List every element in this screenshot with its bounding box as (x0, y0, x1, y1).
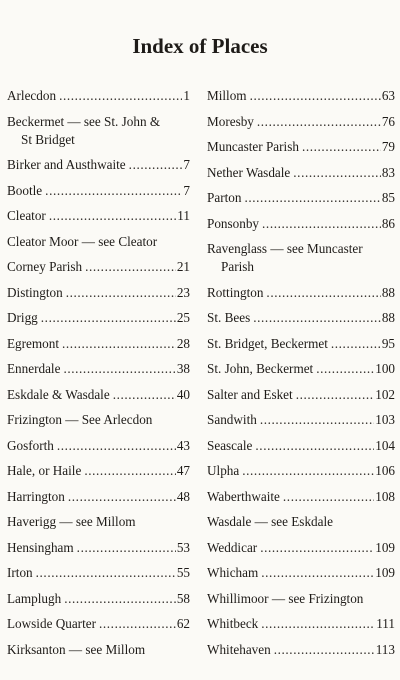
leader-dots (64, 590, 176, 608)
index-entry (207, 386, 395, 404)
page-title: Index of Places (132, 34, 268, 58)
entry-page-number: 106 (375, 463, 395, 478)
index-column-left (7, 87, 190, 666)
entry-name: Egremont (7, 335, 60, 351)
leader-dots (77, 539, 176, 557)
index-entry (7, 590, 190, 608)
index-entry (207, 113, 395, 131)
leader-dots (250, 87, 381, 105)
index-entry (7, 615, 190, 633)
entry-name: Lowside Quarter (7, 616, 96, 631)
entry-name: Hensingham (7, 539, 74, 555)
leader-dots (260, 411, 374, 429)
entry-name: Moresby (207, 113, 254, 129)
entry-name: Weddicar (207, 539, 258, 555)
leader-dots (331, 335, 381, 353)
entry-name: Millom (207, 88, 247, 103)
entry-page-number: 83 (381, 164, 395, 180)
entry-page-number: 40 (176, 386, 190, 402)
entry-name: Ulpha (207, 463, 240, 478)
entry-page-number: 58 (176, 590, 190, 606)
index-entry (207, 215, 395, 233)
leader-dots (59, 87, 182, 105)
entry-name: Irton (7, 565, 33, 580)
index-entry (207, 564, 395, 582)
entry-name: Birker and Austhwaite (7, 157, 126, 172)
index-entry (207, 309, 395, 327)
entry-name: Waberthwaite (207, 488, 280, 504)
entry-name: Salter and Esket (207, 386, 293, 402)
entry-page-number: 79 (381, 139, 395, 154)
index-entry (207, 462, 395, 480)
index-entry (207, 488, 395, 506)
leader-dots (253, 309, 381, 327)
index-entry (207, 138, 395, 156)
entry-page-number: 53 (176, 539, 190, 555)
index-entry (7, 335, 190, 353)
leader-dots (296, 386, 375, 404)
entry-name: Eskdale & Wasdale (7, 386, 110, 402)
entry-name: Drigg (7, 310, 38, 325)
leader-dots (129, 156, 183, 174)
entry-continuation: St Bridget (21, 131, 75, 147)
index-entry (7, 488, 190, 506)
leader-dots (283, 488, 374, 506)
index-entry (207, 539, 395, 557)
entry-name: Bootle (7, 182, 43, 198)
entry-page-number: 111 (376, 616, 395, 631)
leader-dots (63, 360, 175, 378)
entry-page-number: 85 (381, 190, 395, 205)
leader-dots (261, 615, 375, 633)
entry-name: Rottington (207, 284, 264, 300)
entry-page-number: 55 (176, 565, 190, 580)
leader-dots (293, 164, 381, 182)
entry-page-number: 48 (176, 488, 190, 504)
index-entry (207, 615, 395, 633)
entry-page-number: 113 (375, 641, 395, 657)
index-entry (7, 437, 190, 455)
entry-name: Haverigg — see Millom (7, 514, 136, 529)
entry-name: Corney Parish (7, 259, 83, 274)
entry-page-number: 47 (176, 463, 190, 478)
entry-page-number: 76 (381, 113, 395, 129)
index-entry (207, 641, 395, 659)
entry-page-number: 104 (375, 437, 395, 453)
entry-page-number: 95 (381, 335, 395, 351)
entry-page-number: 38 (176, 361, 190, 376)
entry-name: St. Bees (207, 310, 251, 325)
index-entry (7, 539, 190, 557)
index-entry (7, 513, 190, 531)
entry-page-number: 7 (183, 157, 190, 172)
entry-name: Seascale (207, 437, 253, 453)
entry-name: Ponsonby (207, 215, 260, 231)
entry-page-number: 28 (176, 335, 190, 351)
entry-page-number: 23 (176, 284, 190, 300)
index-column-right (207, 87, 395, 666)
leader-dots (66, 284, 176, 302)
leader-dots (36, 564, 176, 582)
index-entry (7, 113, 190, 149)
index-entry (7, 360, 190, 378)
entry-name: Sandwith (207, 412, 257, 427)
entry-page-number: 21 (176, 259, 190, 274)
index-entry (207, 240, 395, 276)
entry-page-number: 7 (183, 182, 190, 198)
entry-name: St. Bridget, Beckermet (207, 335, 328, 351)
entry-name: Ravenglass — see Muncaster (207, 241, 363, 256)
entry-page-number: 108 (375, 488, 395, 504)
entry-name: Lamplugh (7, 590, 62, 606)
index-entry (207, 87, 395, 105)
entry-name: Muncaster Parish (207, 139, 299, 154)
leader-dots (41, 309, 176, 327)
index-entry (207, 411, 395, 429)
leader-dots (255, 437, 374, 455)
leader-dots (62, 335, 176, 353)
entry-page-number: 102 (375, 386, 395, 402)
leader-dots (302, 138, 381, 156)
entry-page-number: 109 (375, 565, 395, 580)
leader-dots (49, 207, 176, 225)
entry-name: Gosforth (7, 437, 54, 453)
entry-name: Ennerdale (7, 361, 61, 376)
index-entry (7, 87, 190, 105)
entry-page-number: 109 (375, 539, 395, 555)
leader-dots (260, 539, 374, 557)
index-entry (207, 437, 395, 455)
leader-dots (316, 360, 374, 378)
entry-name: Wasdale — see Eskdale (207, 514, 334, 529)
leader-dots (257, 113, 381, 131)
index-entry (207, 164, 395, 182)
entry-page-number: 62 (176, 616, 190, 631)
index-entry (7, 411, 190, 429)
entry-name: Harrington (7, 488, 65, 504)
index-entry (7, 156, 190, 174)
index-entry (7, 207, 190, 225)
entry-name: Kirksanton — see Millom (7, 641, 146, 657)
index-entry (7, 233, 190, 251)
index-entry (207, 335, 395, 353)
entry-page-number: 11 (177, 208, 190, 223)
index-entry (7, 284, 190, 302)
leader-dots (99, 615, 176, 633)
entry-name: Frizington — See Arlecdon (7, 412, 153, 427)
index-entry (7, 641, 190, 659)
entry-page-number: 86 (381, 215, 395, 231)
index-entry (207, 360, 395, 378)
entry-name: Arlecdon (7, 88, 57, 103)
entry-continuation: Parish (221, 259, 254, 274)
entry-page-number: 88 (381, 310, 395, 325)
leader-dots (261, 564, 374, 582)
entry-name: Cleator Moor — see Cleator (7, 233, 158, 249)
entry-name: Nether Wasdale (207, 164, 291, 180)
leader-dots (68, 488, 176, 506)
entry-name: Whitbeck (207, 616, 259, 631)
index-entry (207, 513, 395, 531)
leader-dots (262, 215, 381, 233)
entry-name: Whitehaven (207, 641, 271, 657)
index-entry (207, 590, 395, 608)
index-entry (7, 462, 190, 480)
entry-page-number: 88 (381, 284, 395, 300)
leader-dots (266, 284, 380, 302)
leader-dots (45, 182, 182, 200)
entry-page-number: 103 (375, 412, 395, 427)
entry-name: Cleator (7, 208, 46, 223)
entry-name: Whicham (207, 565, 259, 580)
entry-page-number: 100 (375, 361, 395, 376)
entry-page-number: 1 (183, 88, 190, 103)
leader-dots (242, 462, 374, 480)
entry-page-number: 25 (176, 310, 190, 325)
index-entry (207, 189, 395, 207)
index-entry (7, 182, 190, 200)
leader-dots (57, 437, 176, 455)
index-entry (7, 386, 190, 404)
leader-dots (84, 462, 175, 480)
entry-name: Hale, or Haile (7, 463, 82, 478)
index-entry (7, 258, 190, 276)
entry-page-number: 43 (176, 437, 190, 453)
index-entry (7, 564, 190, 582)
index-entry (207, 284, 395, 302)
leader-dots (85, 258, 176, 276)
leader-dots (244, 189, 380, 207)
index-entry (7, 309, 190, 327)
entry-page-number: 63 (381, 88, 395, 103)
entry-name: Whillimoor — see Frizington (207, 590, 364, 606)
entry-name: St. John, Beckermet (207, 361, 314, 376)
entry-name: Parton (207, 190, 242, 205)
leader-dots (274, 641, 375, 659)
leader-dots (113, 386, 176, 404)
entry-name: Distington (7, 284, 63, 300)
entry-name: Beckermet — see St. John & (7, 113, 161, 129)
